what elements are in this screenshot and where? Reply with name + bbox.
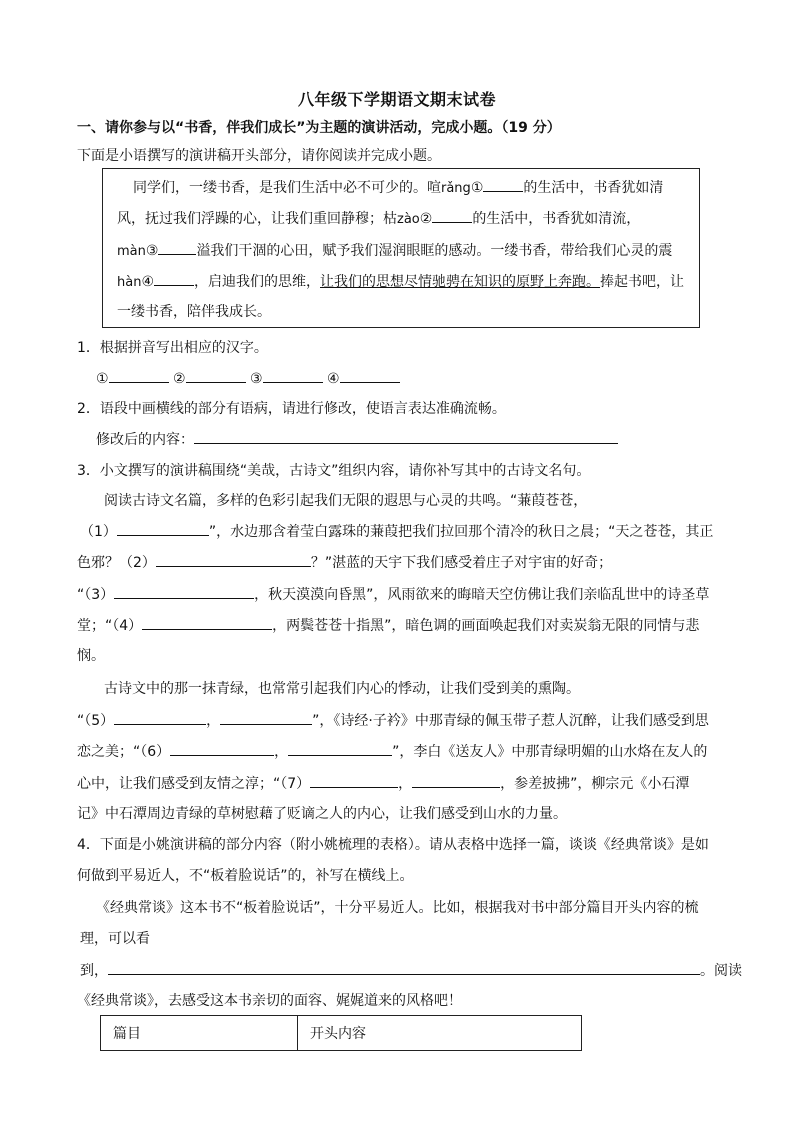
passage-line-5: 一缕书香，陪伴我成长。 bbox=[117, 304, 271, 320]
answer-blank[interactable] bbox=[158, 240, 196, 255]
underlined-sentence: 让我们的思想尽情驰骋在知识的原野上奔跑。 bbox=[320, 274, 601, 290]
page-title: 八年级下学期语文期末试卷 bbox=[297, 90, 496, 109]
passage-line-1: 同学们，一缕书香，是我们生活中必不可少的。喧rǎng① 的生活中，书香犹如清 bbox=[133, 177, 663, 199]
answer-blank[interactable] bbox=[154, 271, 194, 286]
q4-para-3: 《经典常谈》，去感受这本书亲切的面容、娓娓道来的风格吧！ bbox=[77, 993, 462, 1009]
q4-para-2: 理，可以看 bbox=[80, 931, 150, 947]
q3-line-8: “（5） ， ”，《诗经·子衿》中那青绿的佩玉带子惹人沉醉，让我们感受到思 bbox=[77, 710, 709, 731]
q3-line-9: 恋之美；“（6） ， ”，李白《送友人》中那青绿明媚的山水烙在友人的 bbox=[77, 741, 707, 762]
q2-answer: 修改后的内容： bbox=[96, 429, 618, 450]
answer-blank[interactable] bbox=[170, 741, 274, 756]
q3-line-4: “（3） ，秋天漠漠向昏黑”，风雨欲来的晦暗天空仿佛让我们亲临乱世中的诗圣草 bbox=[77, 584, 709, 605]
passage-line-4: hàn④ ，启迪我们的思维，让我们的思想尽情驰骋在知识的原野上奔跑。捧起书吧，让 bbox=[117, 271, 684, 293]
table-header-row bbox=[101, 1016, 582, 1051]
q3-line-11: 记》中石潭周边青绿的草树慰藉了贬谪之人的内心，让我们感受到山水的力量。 bbox=[77, 806, 567, 822]
answer-blank[interactable] bbox=[340, 368, 400, 383]
answer-blank[interactable] bbox=[142, 615, 272, 630]
answer-blank[interactable] bbox=[156, 552, 311, 567]
answer-blank[interactable] bbox=[194, 429, 618, 444]
q3-line-2: （1） ”，水边那含着莹白露珠的蒹葭把我们拉回那个清冷的秋日之晨；“天之苍苍，其正 bbox=[80, 521, 713, 542]
blank-number: ① bbox=[470, 180, 484, 196]
q3-para-2: 古诗文中的那一抹青绿，也常常引起我们内心的悸动，让我们受到美的熏陶。 bbox=[104, 681, 580, 697]
passage-box bbox=[102, 168, 700, 328]
answer-blank[interactable] bbox=[108, 960, 700, 975]
answer-blank[interactable] bbox=[114, 584, 254, 599]
table-header: 篇目 bbox=[101, 1016, 298, 1051]
q4-stem-1: 4．下面是小姚演讲稿的部分内容（附小姚梳理的表格）。请从表格中选择一篇，谈谈《经典常谈》是如 bbox=[77, 837, 709, 853]
answer-blank[interactable] bbox=[263, 368, 323, 383]
q3-line-5: 堂；“（4） ，两鬓苍苍十指黑”，暗色调的画面唤起我们对卖炭翁无限的同情与悲 bbox=[77, 615, 699, 636]
answer-blank[interactable] bbox=[220, 710, 312, 725]
answer-blank[interactable] bbox=[186, 368, 246, 383]
answer-blank[interactable] bbox=[117, 521, 209, 536]
answer-blank[interactable] bbox=[109, 368, 169, 383]
chapter-table bbox=[100, 1015, 582, 1051]
q3-para-1: 阅读古诗文名篇，多样的色彩引起我们无限的遐思与心灵的共鸣。“蒹葭苍苍， bbox=[104, 493, 588, 509]
q1-answers: ① ② ③ ④ bbox=[96, 368, 400, 389]
answer-blank[interactable] bbox=[288, 741, 392, 756]
answer-blank[interactable] bbox=[483, 177, 523, 192]
q3-line-10: 心中，让我们感受到友情之淳；“（7） ， ，参差披拂”，柳宗元《小石潭 bbox=[77, 773, 689, 794]
answer-blank[interactable] bbox=[412, 773, 500, 788]
q1-stem: 1．根据拼音写出相应的汉字。 bbox=[77, 340, 268, 356]
table-header: 开头内容 bbox=[298, 1016, 582, 1051]
passage-line-3: màn③ 溢我们干涸的心田，赋予我们湿润眼眶的感动。一缕书香，带给我们心灵的震 bbox=[117, 240, 672, 262]
q2-stem: 2．语段中画横线的部分有语病，请进行修改，使语言表达准确流畅。 bbox=[77, 401, 506, 417]
answer-blank[interactable] bbox=[310, 773, 398, 788]
q3-line-3: 色邪？（2） ？”湛蓝的天宇下我们感受着庄子对宇宙的好奇； bbox=[77, 552, 612, 573]
section1-heading: 一、请你参与以“书香，伴我们成长”为主题的演讲活动，完成小题。（19 分） bbox=[77, 120, 561, 136]
q4-stem-2: 何做到平易近人，不“板着脸说话”的，补写在横线上。 bbox=[77, 868, 414, 884]
answer-blank[interactable] bbox=[432, 208, 472, 223]
section1-intro: 下面是小语撰写的演讲稿开头部分，请你阅读并完成小题。 bbox=[77, 148, 441, 164]
q3-stem: 3．小文撰写的演讲稿围绕“美哉，古诗文”组织内容，请你补写其中的古诗文名句。 bbox=[77, 463, 591, 479]
q3-line-6: 悯。 bbox=[77, 648, 105, 664]
passage-line-2: 风，抚过我们浮躁的心，让我们重回静穆；枯zào② 的生活中，书香犹如清流， bbox=[117, 208, 640, 230]
answer-blank[interactable] bbox=[114, 710, 206, 725]
q4-para-1: 《经典常谈》这本书不“板着脸说话”，十分平易近人。比如，根据我对书中部分篇目开头内容的梳 bbox=[96, 900, 699, 916]
q4-answer-line: 到， 。阅读 bbox=[80, 960, 742, 981]
